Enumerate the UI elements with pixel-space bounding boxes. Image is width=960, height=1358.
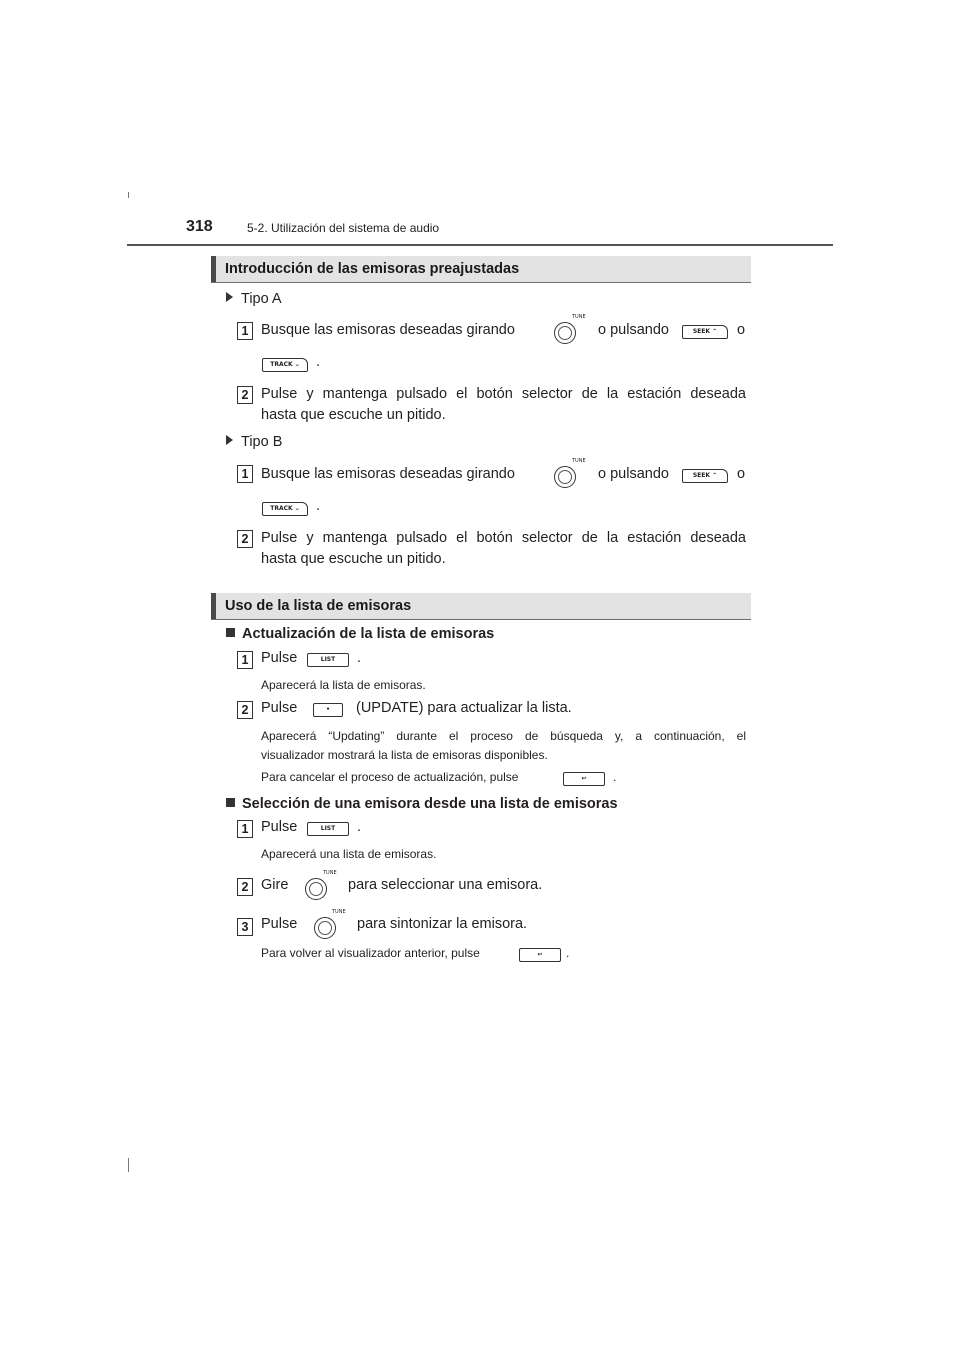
seek-button-icon: SEEK ⌃ [682,325,728,339]
step-text: hasta que escuche un pitido. [261,551,446,567]
tune-knob-icon: TUNE [554,322,576,344]
note-text: Aparecerá una lista de emisoras. [261,847,437,861]
header-rule [127,244,833,246]
step-text: Pulse y mantenga pulsado el botón selector de la estación deseada [261,386,746,402]
step-text: o pulsando [598,322,669,338]
seek-button-icon: SEEK ⌃ [682,469,728,483]
step-text: . [357,650,362,666]
tipo-b-heading: Tipo B [226,434,282,450]
bullet-arrow-icon [226,435,233,445]
step-text: o pulsando [598,466,669,482]
step-text: Pulse [261,650,298,666]
step-text: para seleccionar una emisora. [348,877,543,893]
list-button-icon: LIST [307,822,349,836]
step-text: Pulse [261,916,298,932]
bullet-arrow-icon [226,292,233,302]
step-text: Busque las emisoras deseadas girando [261,322,515,338]
section-title: Uso de la lista de emisoras [225,598,412,614]
step-text: Pulse y mantenga pulsado el botón selector de la estación deseada [261,530,746,546]
step-number: 2 [237,386,253,404]
page-number: 318 [186,218,213,235]
step-text: Pulse [261,819,298,835]
note-text: Para volver al visualizador anterior, pulse [261,946,480,960]
tipo-a-heading: Tipo A [226,291,282,307]
step-number: 1 [237,820,253,838]
section-tab [211,593,216,619]
back-button-icon: ↩ [519,948,561,962]
step-text: . [316,354,321,370]
track-button-icon: TRACK ⌄ [262,358,308,372]
step-text: Gire [261,877,289,893]
step-number: 1 [237,651,253,669]
step-number: 2 [237,530,253,548]
note-text: Aparecerá la lista de emisoras. [261,678,426,692]
note-text: Para cancelar el proceso de actualización, pulse [261,770,519,784]
tune-knob-icon: TUNE [554,466,576,488]
update-button-icon: • [313,703,343,717]
track-button-icon: TRACK ⌄ [262,502,308,516]
step-text: (UPDATE) para actualizar la lista. [356,700,572,716]
note-text: . [613,770,617,784]
step-text: Busque las emisoras deseadas girando [261,466,515,482]
section-tab [211,256,216,282]
section-title: Introducción de las emisoras preajustadas [225,261,520,277]
section-header-preset [211,256,751,283]
square-bullet-icon [226,798,235,807]
margin-mark [128,1158,129,1172]
step-number: 1 [237,322,253,340]
subsection-heading: Actualización de la lista de emisoras [226,626,494,642]
back-button-icon: ↩ [563,772,605,786]
section-header-list [211,593,751,620]
step-text: o [737,322,746,338]
tune-knob-icon: TUNE [305,878,327,900]
note-text: Aparecerá “Updating” durante el proceso de búsqueda y, a continuación, el [261,729,746,743]
square-bullet-icon [226,628,235,637]
step-number: 2 [237,878,253,896]
step-text: . [357,819,362,835]
step-number: 2 [237,701,253,719]
note-text: . [566,946,570,960]
step-text: Pulse [261,700,298,716]
tune-knob-icon: TUNE [314,917,336,939]
step-number: 3 [237,918,253,936]
step-text: . [316,498,321,514]
subsection-heading: Selección de una emisora desde una lista de emisoras [226,796,618,812]
step-text: hasta que escuche un pitido. [261,407,446,423]
step-number: 1 [237,465,253,483]
list-button-icon: LIST [307,653,349,667]
step-text: para sintonizar la emisora. [357,916,528,932]
note-text: visualizador mostrará la lista de emisoras disponibles. [261,748,548,762]
margin-mark [128,192,129,198]
step-text: o [737,466,746,482]
chapter-title: 5-2. Utilización del sistema de audio [247,221,440,235]
